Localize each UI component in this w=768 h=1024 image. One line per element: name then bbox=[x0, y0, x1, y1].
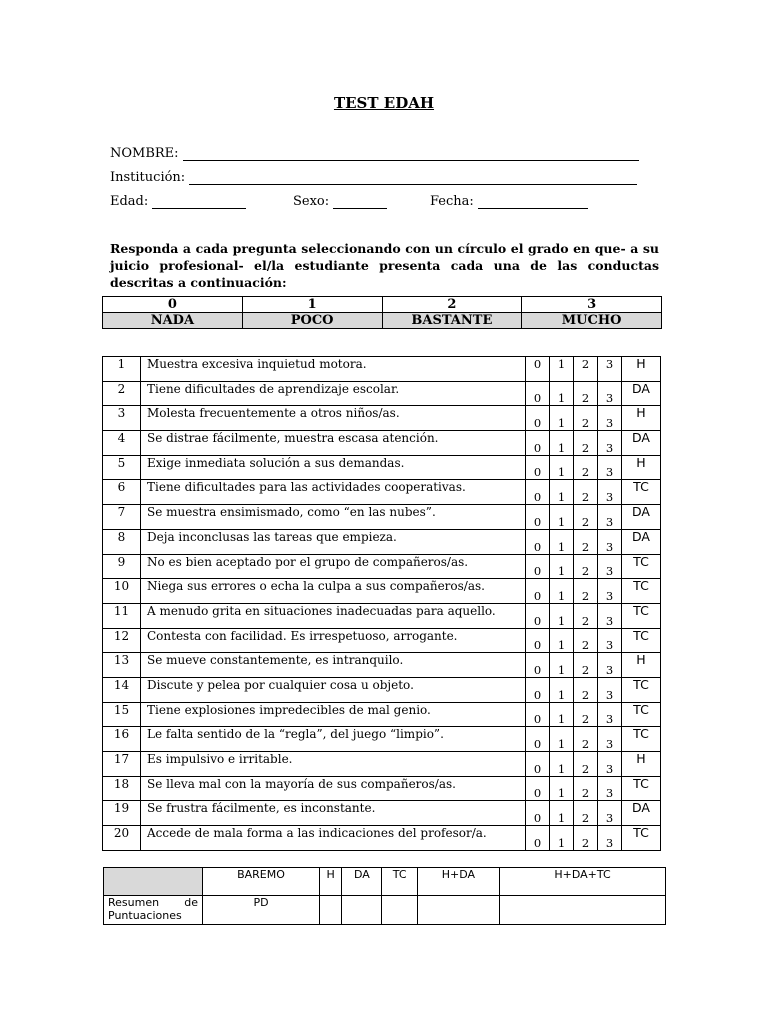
item-number: 17 bbox=[103, 752, 141, 777]
rating-option-2[interactable]: 2 bbox=[574, 628, 598, 653]
item-number: 16 bbox=[103, 727, 141, 752]
summary-header: BAREMO bbox=[203, 868, 320, 896]
rating-option-0[interactable]: 0 bbox=[526, 480, 550, 505]
item-row bbox=[103, 480, 661, 505]
summary-header: TC bbox=[382, 868, 417, 896]
item-description: Niega sus errores o echa la culpa a sus compañeros/as. bbox=[141, 579, 526, 604]
score-cell-h-da-tc[interactable] bbox=[500, 896, 666, 925]
item-row bbox=[103, 628, 661, 653]
item-number: 7 bbox=[103, 505, 141, 530]
rating-option-0[interactable]: 0 bbox=[526, 628, 550, 653]
rating-option-0[interactable]: 0 bbox=[526, 505, 550, 530]
item-description: A menudo grita en situaciones inadecuadas para aquello. bbox=[141, 603, 526, 628]
rating-option-1[interactable]: 1 bbox=[550, 381, 574, 406]
item-category: H bbox=[622, 752, 661, 777]
rating-option-2[interactable]: 2 bbox=[574, 381, 598, 406]
rating-option-2[interactable]: 2 bbox=[574, 455, 598, 480]
item-number: 19 bbox=[103, 801, 141, 826]
item-category: DA bbox=[622, 529, 661, 554]
rating-option-1[interactable]: 1 bbox=[550, 431, 574, 456]
rating-option-2[interactable]: 2 bbox=[574, 776, 598, 801]
item-category: TC bbox=[622, 677, 661, 702]
item-description: Se mueve constantemente, es intranquilo. bbox=[141, 653, 526, 678]
item-description: No es bien aceptado por el grupo de compañeros/as. bbox=[141, 554, 526, 579]
rating-option-3[interactable]: 3 bbox=[598, 826, 622, 851]
item-description: Muestra excesiva inquietud motora. bbox=[141, 357, 526, 382]
rating-option-3[interactable]: 3 bbox=[598, 752, 622, 777]
rating-option-3[interactable]: 3 bbox=[598, 406, 622, 431]
item-description: Accede de mala forma a las indicaciones del profesor/a. bbox=[141, 826, 526, 851]
item-row bbox=[103, 381, 661, 406]
scale-value: 0 bbox=[103, 297, 243, 313]
item-row bbox=[103, 357, 661, 382]
rating-option-3[interactable]: 3 bbox=[598, 480, 622, 505]
rating-option-2[interactable]: 2 bbox=[574, 677, 598, 702]
rating-option-3[interactable]: 3 bbox=[598, 529, 622, 554]
rating-option-2[interactable]: 2 bbox=[574, 603, 598, 628]
summary-header: H+DA bbox=[417, 868, 499, 896]
rating-option-0[interactable]: 0 bbox=[526, 579, 550, 604]
rating-option-2[interactable]: 2 bbox=[574, 702, 598, 727]
rating-option-2[interactable]: 2 bbox=[574, 801, 598, 826]
rating-option-0[interactable]: 0 bbox=[526, 677, 550, 702]
rating-option-3[interactable]: 3 bbox=[598, 381, 622, 406]
rating-option-2[interactable]: 2 bbox=[574, 431, 598, 456]
score-cell-da[interactable] bbox=[342, 896, 382, 925]
rating-option-2[interactable]: 2 bbox=[574, 505, 598, 530]
item-number: 1 bbox=[103, 357, 141, 382]
scale-label: BASTANTE bbox=[382, 313, 522, 329]
item-category: DA bbox=[622, 431, 661, 456]
scale-table bbox=[102, 296, 662, 329]
rating-option-1[interactable]: 1 bbox=[550, 603, 574, 628]
item-category: H bbox=[622, 406, 661, 431]
item-category: TC bbox=[622, 776, 661, 801]
fecha-field[interactable] bbox=[478, 194, 588, 209]
rating-option-0[interactable]: 0 bbox=[526, 357, 550, 382]
edad-label: Edad: bbox=[110, 194, 149, 209]
item-category: TC bbox=[622, 702, 661, 727]
rating-option-2[interactable]: 2 bbox=[574, 357, 598, 382]
item-category: TC bbox=[622, 628, 661, 653]
instructions: Responda a cada pregunta seleccionando con un círculo el grado en que- a su juicio profesional- el/la estudiante presenta cada una de las conductas descritas a continuación: bbox=[110, 241, 659, 290]
rating-option-1[interactable]: 1 bbox=[550, 702, 574, 727]
item-number: 15 bbox=[103, 702, 141, 727]
item-row bbox=[103, 431, 661, 456]
item-category: H bbox=[622, 455, 661, 480]
rating-option-3[interactable]: 3 bbox=[598, 677, 622, 702]
rating-option-0[interactable]: 0 bbox=[526, 406, 550, 431]
items-table bbox=[102, 356, 661, 851]
rating-option-1[interactable]: 1 bbox=[550, 776, 574, 801]
item-description: Tiene explosiones impredecibles de mal genio. bbox=[141, 702, 526, 727]
rating-option-1[interactable]: 1 bbox=[550, 628, 574, 653]
summary-row-label: Resumen de Puntuaciones bbox=[104, 896, 203, 925]
item-number: 14 bbox=[103, 677, 141, 702]
item-category: H bbox=[622, 357, 661, 382]
nombre-field[interactable] bbox=[183, 146, 639, 161]
item-row bbox=[103, 826, 661, 851]
item-category: DA bbox=[622, 801, 661, 826]
summary-header: DA bbox=[342, 868, 382, 896]
item-row bbox=[103, 776, 661, 801]
rating-option-3[interactable]: 3 bbox=[598, 455, 622, 480]
item-description: Tiene dificultades para las actividades cooperativas. bbox=[141, 480, 526, 505]
page-title: TEST EDAH bbox=[333, 94, 435, 112]
rating-option-2[interactable]: 2 bbox=[574, 529, 598, 554]
item-description: Se muestra ensimismado, como “en las nubes”. bbox=[141, 505, 526, 530]
rating-option-1[interactable]: 1 bbox=[550, 455, 574, 480]
item-row bbox=[103, 801, 661, 826]
rating-option-3[interactable]: 3 bbox=[598, 431, 622, 456]
rating-option-0[interactable]: 0 bbox=[526, 381, 550, 406]
item-row bbox=[103, 455, 661, 480]
item-category: H bbox=[622, 653, 661, 678]
summary-table bbox=[103, 867, 666, 925]
item-description: Tiene dificultades de aprendizaje escolar. bbox=[141, 381, 526, 406]
item-row bbox=[103, 677, 661, 702]
summary-header: H bbox=[319, 868, 341, 896]
rating-option-0[interactable]: 0 bbox=[526, 776, 550, 801]
rating-option-1[interactable]: 1 bbox=[550, 801, 574, 826]
item-number: 2 bbox=[103, 381, 141, 406]
institucion-row bbox=[110, 170, 637, 185]
rating-option-2[interactable]: 2 bbox=[574, 752, 598, 777]
rating-option-0[interactable]: 0 bbox=[526, 826, 550, 851]
rating-option-1[interactable]: 1 bbox=[550, 505, 574, 530]
rating-option-3[interactable]: 3 bbox=[598, 776, 622, 801]
rating-option-1[interactable]: 1 bbox=[550, 406, 574, 431]
rating-option-0[interactable]: 0 bbox=[526, 529, 550, 554]
item-description: Discute y pelea por cualquier cosa u objeto. bbox=[141, 677, 526, 702]
item-description: Exige inmediata solución a sus demandas. bbox=[141, 455, 526, 480]
sexo-field[interactable] bbox=[333, 194, 387, 209]
summary-pd: PD bbox=[203, 896, 320, 925]
rating-option-3[interactable]: 3 bbox=[598, 702, 622, 727]
item-category: TC bbox=[622, 826, 661, 851]
item-row bbox=[103, 529, 661, 554]
item-number: 11 bbox=[103, 603, 141, 628]
item-row bbox=[103, 554, 661, 579]
item-description: Contesta con facilidad. Es irrespetuoso, arrogante. bbox=[141, 628, 526, 653]
item-number: 8 bbox=[103, 529, 141, 554]
edad-row bbox=[110, 194, 246, 209]
score-cell-h-da[interactable] bbox=[417, 896, 499, 925]
rating-option-2[interactable]: 2 bbox=[574, 653, 598, 678]
item-description: Le falta sentido de la “regla”, del juego “limpio”. bbox=[141, 727, 526, 752]
summary-corner bbox=[104, 868, 203, 896]
rating-option-0[interactable]: 0 bbox=[526, 653, 550, 678]
sexo-label: Sexo: bbox=[293, 194, 330, 209]
item-description: Deja inconclusas las tareas que empieza. bbox=[141, 529, 526, 554]
score-cell-tc[interactable] bbox=[382, 896, 417, 925]
scale-label: NADA bbox=[103, 313, 243, 329]
item-row bbox=[103, 702, 661, 727]
item-number: 13 bbox=[103, 653, 141, 678]
item-number: 9 bbox=[103, 554, 141, 579]
scale-label: MUCHO bbox=[522, 313, 662, 329]
rating-option-3[interactable]: 3 bbox=[598, 579, 622, 604]
institucion-label: Institución: bbox=[110, 170, 186, 185]
rating-option-1[interactable]: 1 bbox=[550, 653, 574, 678]
item-row bbox=[103, 579, 661, 604]
item-category: TC bbox=[622, 579, 661, 604]
item-number: 20 bbox=[103, 826, 141, 851]
item-category: DA bbox=[622, 381, 661, 406]
rating-option-3[interactable]: 3 bbox=[598, 357, 622, 382]
item-description: Molesta frecuentemente a otros niños/as. bbox=[141, 406, 526, 431]
rating-option-0[interactable]: 0 bbox=[526, 801, 550, 826]
item-number: 10 bbox=[103, 579, 141, 604]
rating-option-0[interactable]: 0 bbox=[526, 752, 550, 777]
rating-option-3[interactable]: 3 bbox=[598, 727, 622, 752]
item-description: Se lleva mal con la mayoría de sus compañeros/as. bbox=[141, 776, 526, 801]
rating-option-3[interactable]: 3 bbox=[598, 628, 622, 653]
item-number: 4 bbox=[103, 431, 141, 456]
item-description: Se frustra fácilmente, es inconstante. bbox=[141, 801, 526, 826]
rating-option-1[interactable]: 1 bbox=[550, 357, 574, 382]
rating-option-1[interactable]: 1 bbox=[550, 826, 574, 851]
rating-option-1[interactable]: 1 bbox=[550, 727, 574, 752]
rating-option-1[interactable]: 1 bbox=[550, 554, 574, 579]
item-category: DA bbox=[622, 505, 661, 530]
item-category: TC bbox=[622, 603, 661, 628]
score-cell-h[interactable] bbox=[319, 896, 341, 925]
institucion-field[interactable] bbox=[189, 170, 637, 185]
item-number: 5 bbox=[103, 455, 141, 480]
item-category: TC bbox=[622, 727, 661, 752]
item-description: Es impulsivo e irritable. bbox=[141, 752, 526, 777]
item-number: 3 bbox=[103, 406, 141, 431]
nombre-row bbox=[110, 146, 639, 161]
item-row bbox=[103, 505, 661, 530]
rating-option-2[interactable]: 2 bbox=[574, 826, 598, 851]
item-row bbox=[103, 752, 661, 777]
item-category: TC bbox=[622, 480, 661, 505]
rating-option-3[interactable]: 3 bbox=[598, 554, 622, 579]
rating-option-2[interactable]: 2 bbox=[574, 480, 598, 505]
scale-value: 3 bbox=[522, 297, 662, 313]
item-number: 6 bbox=[103, 480, 141, 505]
summary-header: H+DA+TC bbox=[500, 868, 666, 896]
rating-option-0[interactable]: 0 bbox=[526, 727, 550, 752]
rating-option-1[interactable]: 1 bbox=[550, 480, 574, 505]
item-number: 18 bbox=[103, 776, 141, 801]
rating-option-2[interactable]: 2 bbox=[574, 727, 598, 752]
item-row bbox=[103, 727, 661, 752]
scale-value: 2 bbox=[382, 297, 522, 313]
rating-option-0[interactable]: 0 bbox=[526, 702, 550, 727]
item-row bbox=[103, 406, 661, 431]
rating-option-2[interactable]: 2 bbox=[574, 406, 598, 431]
fecha-label: Fecha: bbox=[430, 194, 474, 209]
rating-option-3[interactable]: 3 bbox=[598, 801, 622, 826]
rating-option-0[interactable]: 0 bbox=[526, 455, 550, 480]
rating-option-0[interactable]: 0 bbox=[526, 603, 550, 628]
item-row bbox=[103, 653, 661, 678]
rating-option-1[interactable]: 1 bbox=[550, 529, 574, 554]
fecha-row bbox=[430, 194, 588, 209]
item-description: Se distrae fácilmente, muestra escasa atención. bbox=[141, 431, 526, 456]
rating-option-2[interactable]: 2 bbox=[574, 579, 598, 604]
rating-option-2[interactable]: 2 bbox=[574, 554, 598, 579]
rating-option-1[interactable]: 1 bbox=[550, 677, 574, 702]
scale-label: POCO bbox=[242, 313, 382, 329]
scale-value: 1 bbox=[242, 297, 382, 313]
rating-option-3[interactable]: 3 bbox=[598, 603, 622, 628]
rating-option-1[interactable]: 1 bbox=[550, 579, 574, 604]
item-category: TC bbox=[622, 554, 661, 579]
edad-field[interactable] bbox=[152, 194, 246, 209]
rating-option-3[interactable]: 3 bbox=[598, 505, 622, 530]
rating-option-0[interactable]: 0 bbox=[526, 431, 550, 456]
rating-option-1[interactable]: 1 bbox=[550, 752, 574, 777]
sexo-row bbox=[293, 194, 387, 209]
item-number: 12 bbox=[103, 628, 141, 653]
rating-option-3[interactable]: 3 bbox=[598, 653, 622, 678]
nombre-label: NOMBRE: bbox=[110, 146, 179, 161]
item-row bbox=[103, 603, 661, 628]
rating-option-0[interactable]: 0 bbox=[526, 554, 550, 579]
